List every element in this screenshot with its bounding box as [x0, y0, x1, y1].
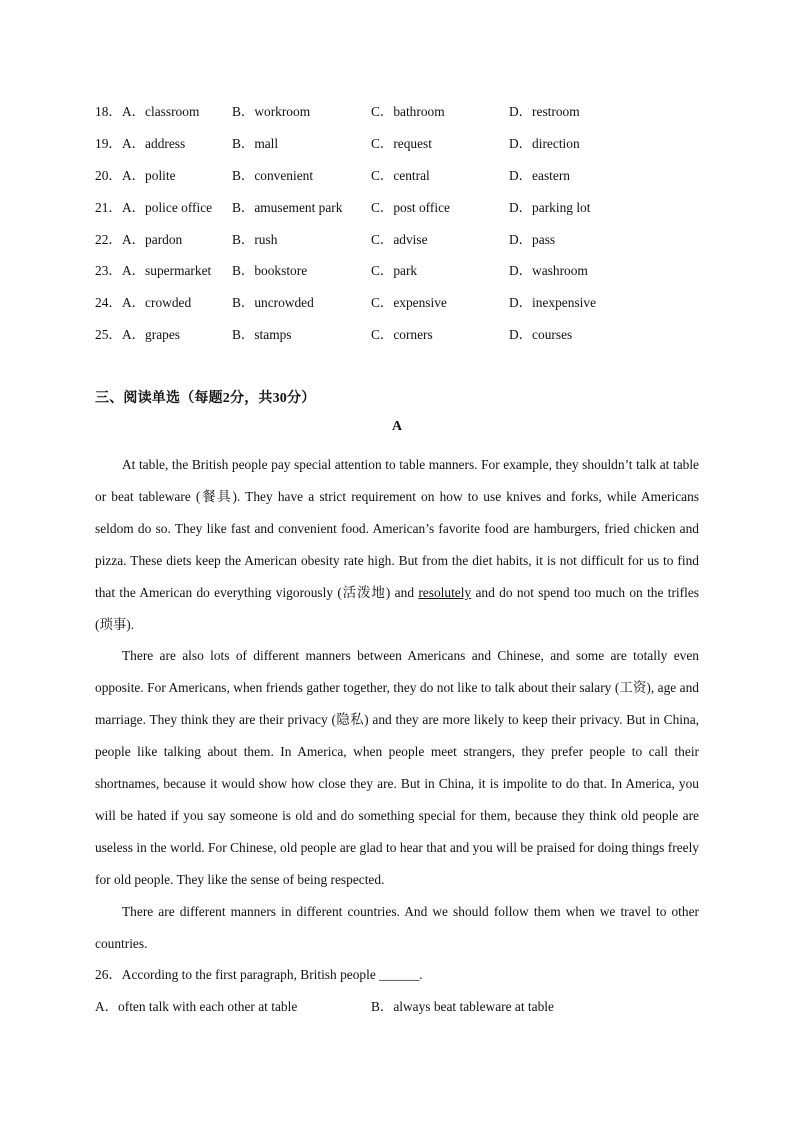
option-c: C．park: [371, 263, 418, 279]
paragraph-1-text-end: and do not spend too much on the trifles (琐事).: [95, 584, 699, 632]
option-d: D．inexpensive: [509, 295, 597, 311]
option-c: C．post office: [371, 199, 450, 215]
section-title: 三、阅读单选（每题2分，共30分）: [95, 391, 316, 406]
option-b: B．rush: [232, 231, 278, 247]
reading-passage: [95, 449, 699, 960]
option-b: B．amusement park: [232, 199, 343, 215]
paragraph-3: There are different manners in different countries. And we should follow them when we travel to other countries.: [95, 903, 699, 951]
question-26: [95, 959, 699, 1023]
question-number: 24．: [95, 295, 122, 311]
underlined-word: resolutely: [418, 584, 472, 600]
option-a: A．classroom: [122, 104, 200, 119]
passage-label: A: [391, 419, 403, 434]
option-c: C．bathroom: [371, 104, 445, 119]
option-a: A．crowded: [122, 295, 192, 311]
option-b: B．workroom: [232, 104, 311, 119]
question-number: 19．: [95, 135, 122, 151]
question-number: 25．: [95, 327, 122, 343]
option-d: D．courses: [509, 327, 573, 343]
question-option-b: B．always beat tableware at table: [371, 998, 554, 1014]
question-option-a: A．often talk with each other at table: [95, 998, 298, 1014]
option-a: A．address: [122, 135, 186, 151]
option-a: A．polite: [122, 167, 176, 183]
question-number: 22．: [95, 231, 122, 247]
option-b: B．uncrowded: [232, 295, 314, 311]
option-b: B．stamps: [232, 327, 292, 343]
option-d: D．washroom: [509, 263, 588, 279]
paragraph-1: [95, 449, 699, 640]
question-options: [95, 991, 699, 1023]
option-d: D．pass: [509, 231, 556, 247]
option-a: A．grapes: [122, 327, 181, 343]
option-c: C．request: [371, 135, 432, 151]
paragraph-1-text: At table, the British people pay special attention to table manners. For example, they shouldn’t talk at table or beat tableware (餐具). They have a strict requirement on how to use knives and forks, while Americans seldom do so. They like fast and convenient food. American’s favorite food are hamburgers, fried chicken and pizza. These diets keep the American obesity rate high. But from the diet habits, it is not difficult for us to find that the American do everything vigorously (活泼地) and: [95, 457, 699, 600]
option-d: D．direction: [509, 135, 580, 151]
option-a: A．pardon: [122, 231, 183, 247]
option-c: C．central: [371, 167, 430, 183]
option-a: A．police office: [122, 199, 213, 215]
option-d: D．parking lot: [509, 199, 591, 215]
question-number: 20．: [95, 167, 122, 183]
question-stem: 26．According to the first paragraph, British people ______.: [95, 967, 423, 982]
question-number: 18．: [95, 104, 122, 119]
question-number: 21．: [95, 199, 122, 215]
option-a: A．supermarket: [122, 263, 212, 279]
option-d: D．eastern: [509, 167, 570, 183]
option-c: C．expensive: [371, 295, 447, 311]
option-b: B．mall: [232, 135, 279, 151]
option-c: C．advise: [371, 231, 428, 247]
option-d: D．restroom: [509, 104, 580, 119]
paragraph-2: There are also lots of different manners between Americans and Chinese, and some are totally even opposite. For Americans, when friends gather together, they do not like to talk about their salary (工资), age and marriage. They think they are their privacy (隐私) and they are more likely to keep their privacy. But in China, people like talking about them. In America, when people meet strangers, they prefer people to call their shortnames, because it would show how close they are. But in China, it is impolite to do that. In America, you will be hated if you say someone is old and do something special for them, because they think old people are useless in the world. For Chinese, old people are glad to hear that and you will be praised for doing things freely for old people. They like the sense of being respected.: [95, 648, 699, 887]
option-c: C．corners: [371, 327, 433, 343]
option-b: B．convenient: [232, 167, 314, 183]
option-b: B．bookstore: [232, 263, 308, 279]
question-number: 23．: [95, 263, 122, 279]
